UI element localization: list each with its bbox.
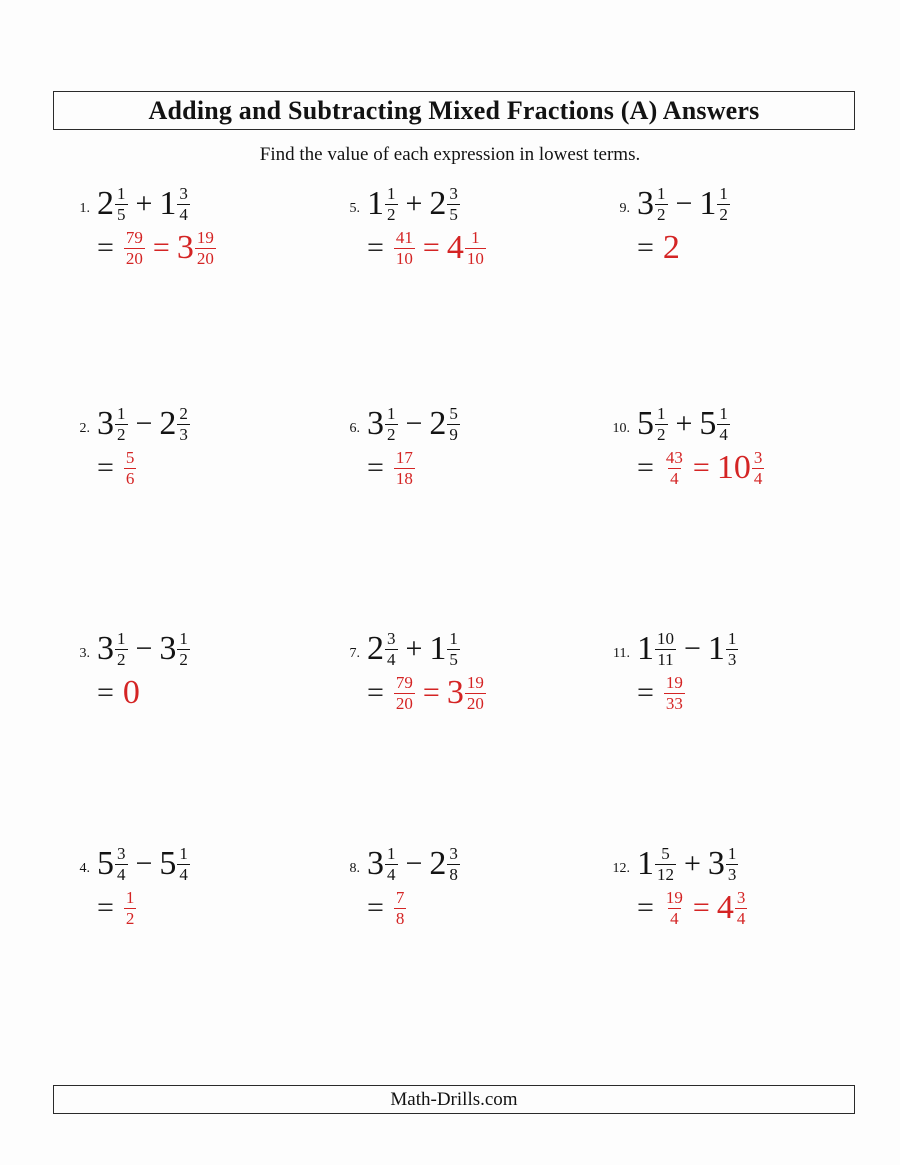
operator: − xyxy=(135,847,153,881)
equals-sign: = xyxy=(97,231,114,265)
equals-sign: = xyxy=(367,676,384,710)
fraction-numerator: 1 xyxy=(117,184,126,204)
expression-line xyxy=(600,182,870,226)
answer-indent xyxy=(330,464,360,473)
problem-number: 2. xyxy=(79,420,90,436)
fraction xyxy=(385,184,398,223)
integer: 0 xyxy=(122,673,140,711)
whole-number: 5 xyxy=(699,404,717,442)
whole-number: 4 xyxy=(446,228,464,266)
equals-sign: = xyxy=(637,676,654,710)
fraction-denominator: 3 xyxy=(179,424,188,444)
problem-number: 8. xyxy=(349,860,360,876)
whole-number: 3 xyxy=(97,404,114,442)
equals-sign: = xyxy=(637,451,654,485)
title-box xyxy=(53,91,855,130)
fraction-numerator: 3 xyxy=(449,844,458,864)
fraction-numerator: 1 xyxy=(179,629,188,649)
mixed-number xyxy=(177,228,217,267)
mixed-number xyxy=(367,404,399,443)
fraction-numerator: 1 xyxy=(387,184,396,204)
problem-number: 5. xyxy=(349,200,360,216)
whole-number: 3 xyxy=(446,673,464,711)
math-expression xyxy=(637,184,731,223)
fraction xyxy=(447,404,460,443)
problem-number: 12. xyxy=(612,860,630,876)
math-expression xyxy=(123,888,138,927)
fraction-denominator: 3 xyxy=(727,649,737,669)
math-expression xyxy=(97,404,191,443)
whole-number: 1 xyxy=(707,629,725,667)
answer-indent xyxy=(60,689,90,698)
fraction xyxy=(465,228,486,267)
fraction-denominator: 20 xyxy=(395,693,413,713)
math-expression xyxy=(123,448,138,487)
answer-indent xyxy=(600,244,630,253)
integer: 2 xyxy=(662,228,680,266)
operator: = xyxy=(422,231,440,265)
fraction-numerator: 79 xyxy=(125,228,143,248)
fraction-denominator: 2 xyxy=(719,204,728,224)
fraction-denominator: 4 xyxy=(753,468,763,488)
fraction-denominator: 2 xyxy=(179,649,188,669)
problem xyxy=(60,627,330,842)
fraction-denominator: 2 xyxy=(657,424,666,444)
operator: = xyxy=(692,891,710,925)
fraction xyxy=(447,844,460,883)
fraction xyxy=(385,404,398,443)
answer-line xyxy=(600,886,870,930)
fraction-numerator: 1 xyxy=(117,629,126,649)
math-expression xyxy=(97,629,191,668)
expression-line xyxy=(60,402,330,446)
whole-number: 3 xyxy=(367,404,384,442)
whole-number: 3 xyxy=(176,228,194,266)
fraction-numerator: 1 xyxy=(727,844,737,864)
fraction-numerator: 1 xyxy=(117,404,126,424)
fraction xyxy=(726,629,739,668)
math-expression xyxy=(367,629,461,668)
operator: + xyxy=(684,847,701,881)
fraction-numerator: 1 xyxy=(471,228,480,248)
whole-number: 1 xyxy=(159,184,177,222)
answer-indent xyxy=(60,464,90,473)
problem xyxy=(600,627,870,842)
answer-line xyxy=(330,226,600,270)
fraction xyxy=(394,673,415,712)
fraction-denominator: 12 xyxy=(657,864,674,884)
whole-number: 1 xyxy=(637,844,654,882)
equals-sign: = xyxy=(367,891,384,925)
equals-sign: = xyxy=(97,451,114,485)
fraction xyxy=(655,404,668,443)
answer-line xyxy=(600,226,870,270)
whole-number: 1 xyxy=(637,629,654,667)
fraction xyxy=(447,184,460,223)
fraction-numerator: 41 xyxy=(395,228,413,248)
mixed-number xyxy=(429,184,461,223)
operator: + xyxy=(675,407,693,441)
fraction xyxy=(655,184,668,223)
expression-line xyxy=(330,627,600,671)
fraction-denominator: 4 xyxy=(117,864,126,884)
whole-number: 2 xyxy=(429,184,447,222)
expression-line xyxy=(600,402,870,446)
answer-line xyxy=(600,671,870,715)
fraction-numerator: 1 xyxy=(727,629,737,649)
whole-number: 5 xyxy=(159,844,177,882)
whole-number: 5 xyxy=(637,404,654,442)
math-expression xyxy=(97,844,191,883)
fraction xyxy=(447,629,460,668)
fraction xyxy=(385,629,398,668)
math-expression xyxy=(367,844,461,883)
problem xyxy=(60,402,330,627)
whole-number: 1 xyxy=(367,184,384,222)
fraction-denominator: 4 xyxy=(387,864,396,884)
problem-number: 3. xyxy=(79,645,90,661)
operator: − xyxy=(405,407,423,441)
math-expression xyxy=(663,448,765,487)
fraction-numerator: 1 xyxy=(179,844,188,864)
whole-number: 2 xyxy=(429,404,447,442)
fraction xyxy=(115,844,128,883)
instructions-text: Find the value of each expression in lowest terms. xyxy=(259,144,641,165)
fraction-denominator: 2 xyxy=(387,204,396,224)
math-expression xyxy=(393,673,487,712)
math-expression xyxy=(123,228,217,267)
mixed-number xyxy=(367,844,399,883)
fraction-numerator: 3 xyxy=(387,629,396,649)
math-expression xyxy=(663,673,686,712)
fraction-numerator: 1 xyxy=(387,844,396,864)
fraction-numerator: 5 xyxy=(661,844,670,864)
fraction-denominator: 2 xyxy=(657,204,666,224)
fraction-denominator: 4 xyxy=(179,864,188,884)
fraction-denominator: 33 xyxy=(665,693,683,713)
fraction-denominator: 2 xyxy=(125,908,135,928)
problem-number: 9. xyxy=(619,200,630,216)
problem-number: 11. xyxy=(613,645,630,661)
problem xyxy=(330,842,600,930)
answer-indent xyxy=(330,689,360,698)
fraction-denominator: 18 xyxy=(395,468,413,488)
fraction-denominator: 11 xyxy=(657,649,674,669)
fraction-denominator: 4 xyxy=(387,649,396,669)
fraction-denominator: 3 xyxy=(727,864,737,884)
fraction-numerator: 3 xyxy=(449,184,458,204)
answer-line xyxy=(60,446,330,490)
answer-line xyxy=(330,446,600,490)
fraction-numerator: 19 xyxy=(665,673,683,693)
fraction-denominator: 6 xyxy=(125,468,135,488)
whole-number: 1 xyxy=(699,184,717,222)
math-expression xyxy=(637,844,739,883)
problem xyxy=(60,842,330,930)
fraction-denominator: 2 xyxy=(117,649,126,669)
whole-number: 2 xyxy=(429,844,447,882)
mixed-number xyxy=(159,404,191,443)
equals-sign: = xyxy=(367,451,384,485)
fraction xyxy=(124,448,137,487)
math-expression xyxy=(393,228,487,267)
fraction xyxy=(394,448,415,487)
answer-line xyxy=(60,886,330,930)
whole-number: 3 xyxy=(707,844,725,882)
fraction-numerator: 1 xyxy=(657,184,666,204)
fraction-numerator: 5 xyxy=(125,448,135,468)
fraction-numerator: 1 xyxy=(657,404,666,424)
fraction-numerator: 1 xyxy=(719,184,728,204)
answer-indent xyxy=(600,689,630,698)
fraction-denominator: 20 xyxy=(125,248,143,268)
fraction-numerator: 43 xyxy=(665,448,683,468)
whole-number: 2 xyxy=(97,184,114,222)
fraction xyxy=(465,673,486,712)
fraction-numerator: 3 xyxy=(179,184,188,204)
mixed-number xyxy=(429,844,461,883)
expression-line xyxy=(600,627,870,671)
mixed-number xyxy=(159,184,191,223)
page-title: Adding and Subtracting Mixed Fractions (A) Answers xyxy=(148,95,760,125)
answer-indent xyxy=(600,904,630,913)
operator: − xyxy=(135,632,153,666)
problem xyxy=(330,627,600,842)
fraction-denominator: 2 xyxy=(387,424,396,444)
fraction xyxy=(195,228,216,267)
mixed-number xyxy=(97,404,129,443)
answer-indent xyxy=(330,904,360,913)
expression-line xyxy=(60,627,330,671)
whole-number: 1 xyxy=(429,629,447,667)
fraction xyxy=(115,184,128,223)
fraction-denominator: 4 xyxy=(670,468,679,488)
fraction-numerator: 2 xyxy=(179,404,188,424)
fraction-denominator: 4 xyxy=(179,204,188,224)
mixed-number xyxy=(159,629,191,668)
fraction xyxy=(394,888,407,927)
fraction xyxy=(726,844,739,883)
whole-number: 2 xyxy=(367,629,384,667)
problem-number: 10. xyxy=(612,420,630,436)
fraction-denominator: 9 xyxy=(449,424,458,444)
site-name: Math-Drills.com xyxy=(390,1088,518,1110)
operator: − xyxy=(684,632,701,666)
mixed-number xyxy=(708,629,740,668)
problem xyxy=(330,182,600,402)
fraction xyxy=(177,629,190,668)
mixed-number xyxy=(159,844,191,883)
expression-line xyxy=(330,842,600,886)
math-expression xyxy=(367,404,461,443)
fraction-denominator: 4 xyxy=(719,424,728,444)
problem xyxy=(60,182,330,402)
whole-number: 5 xyxy=(97,844,114,882)
problem xyxy=(600,402,870,627)
mixed-number xyxy=(637,404,669,443)
fraction xyxy=(735,888,748,927)
fraction xyxy=(655,844,676,883)
fraction-numerator: 19 xyxy=(665,888,683,908)
math-expression xyxy=(123,674,140,712)
mixed-number xyxy=(717,448,766,487)
mixed-number xyxy=(429,629,461,668)
fraction-denominator: 20 xyxy=(196,248,214,268)
fraction-numerator: 10 xyxy=(657,629,674,649)
mixed-number xyxy=(717,888,749,927)
fraction-denominator: 8 xyxy=(449,864,458,884)
answer-line xyxy=(600,446,870,490)
fraction-numerator: 79 xyxy=(395,673,413,693)
equals-sign: = xyxy=(97,676,114,710)
footer-box xyxy=(53,1085,855,1114)
fraction xyxy=(177,844,190,883)
mixed-number xyxy=(367,629,399,668)
fraction-denominator: 4 xyxy=(736,908,746,928)
fraction-numerator: 1 xyxy=(449,629,458,649)
fraction xyxy=(664,673,685,712)
whole-number: 3 xyxy=(97,629,114,667)
answer-indent xyxy=(60,244,90,253)
fraction xyxy=(115,404,128,443)
operator: + xyxy=(135,187,153,221)
mixed-number xyxy=(699,404,731,443)
fraction xyxy=(664,888,685,927)
mixed-number xyxy=(637,184,669,223)
whole-number: 10 xyxy=(716,448,751,486)
whole-number: 3 xyxy=(159,629,177,667)
fraction-numerator: 17 xyxy=(395,448,413,468)
expression-line xyxy=(60,842,330,886)
expression-line xyxy=(600,842,870,886)
fraction-denominator: 20 xyxy=(466,693,484,713)
answer-indent xyxy=(330,244,360,253)
fraction-numerator: 19 xyxy=(466,673,484,693)
whole-number: 3 xyxy=(637,184,654,222)
fraction-denominator: 5 xyxy=(449,204,458,224)
fraction xyxy=(124,228,145,267)
fraction xyxy=(177,184,190,223)
fraction-denominator: 10 xyxy=(395,248,413,268)
equals-sign: = xyxy=(637,231,654,265)
equals-sign: = xyxy=(97,891,114,925)
fraction xyxy=(394,228,415,267)
math-expression xyxy=(393,888,408,927)
problem xyxy=(600,182,870,402)
mixed-number xyxy=(708,844,740,883)
problem xyxy=(600,842,870,930)
fraction-numerator: 1 xyxy=(719,404,728,424)
problems-grid xyxy=(60,182,870,930)
mixed-number xyxy=(447,673,487,712)
fraction xyxy=(717,404,730,443)
operator: = xyxy=(422,676,440,710)
fraction-denominator: 5 xyxy=(117,204,126,224)
mixed-number xyxy=(97,629,129,668)
answer-line xyxy=(60,226,330,270)
mixed-number xyxy=(637,844,677,883)
fraction xyxy=(124,888,137,927)
fraction-numerator: 7 xyxy=(395,888,405,908)
fraction-numerator: 1 xyxy=(387,404,396,424)
problem-number: 4. xyxy=(79,860,90,876)
math-expression xyxy=(637,629,739,668)
math-expression xyxy=(367,184,461,223)
expression-line xyxy=(330,402,600,446)
operator: = xyxy=(152,231,170,265)
fraction xyxy=(752,448,765,487)
fraction xyxy=(385,844,398,883)
math-expression xyxy=(637,404,731,443)
math-expression xyxy=(393,448,416,487)
answer-line xyxy=(330,886,600,930)
answer-line xyxy=(330,671,600,715)
equals-sign: = xyxy=(367,231,384,265)
fraction-numerator: 3 xyxy=(753,448,763,468)
fraction-denominator: 4 xyxy=(670,908,679,928)
math-expression xyxy=(663,888,748,927)
problem-number: 7. xyxy=(349,645,360,661)
fraction xyxy=(177,404,190,443)
fraction-numerator: 19 xyxy=(196,228,214,248)
fraction-numerator: 3 xyxy=(117,844,126,864)
operator: = xyxy=(692,451,710,485)
operator: − xyxy=(135,407,153,441)
equals-sign: = xyxy=(637,891,654,925)
math-expression xyxy=(97,184,191,223)
fraction xyxy=(115,629,128,668)
mixed-number xyxy=(97,844,129,883)
whole-number: 2 xyxy=(159,404,177,442)
mixed-number xyxy=(367,184,399,223)
problem-number: 6. xyxy=(349,420,360,436)
mixed-number xyxy=(699,184,731,223)
expression-line xyxy=(60,182,330,226)
answer-indent xyxy=(60,904,90,913)
fraction xyxy=(655,629,676,668)
operator: − xyxy=(675,187,693,221)
answer-line xyxy=(60,671,330,715)
problem xyxy=(330,402,600,627)
expression-line xyxy=(330,182,600,226)
mixed-number xyxy=(637,629,677,668)
fraction xyxy=(717,184,730,223)
fraction-denominator: 10 xyxy=(466,248,484,268)
math-expression xyxy=(663,229,680,267)
fraction-numerator: 1 xyxy=(125,888,135,908)
fraction-numerator: 3 xyxy=(736,888,746,908)
mixed-number xyxy=(447,228,487,267)
fraction-denominator: 5 xyxy=(449,649,458,669)
whole-number: 3 xyxy=(367,844,384,882)
answer-indent xyxy=(600,464,630,473)
fraction-numerator: 5 xyxy=(449,404,458,424)
mixed-number xyxy=(429,404,461,443)
whole-number: 4 xyxy=(716,888,734,926)
mixed-number xyxy=(97,184,129,223)
problem-number: 1. xyxy=(79,200,90,216)
fraction-denominator: 2 xyxy=(117,424,126,444)
fraction-denominator: 8 xyxy=(395,908,405,928)
operator: + xyxy=(405,632,423,666)
operator: + xyxy=(405,187,423,221)
operator: − xyxy=(405,847,423,881)
fraction xyxy=(664,448,685,487)
